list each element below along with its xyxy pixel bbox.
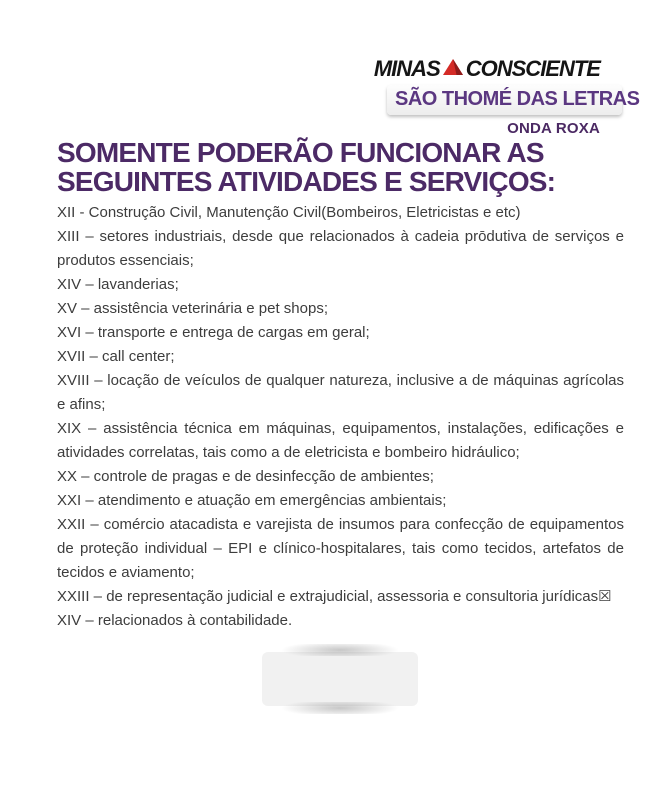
page-title-line2: SEGUINTES ATIVIDADES E SERVIÇOS:	[57, 166, 556, 197]
list-item: XXIII – de representação judicial e extrajudicial, assessoria e consultoria jurídicas☒	[57, 588, 612, 605]
list-item: XVIII – locação de veículos de qualquer natureza, inclusive a de máquinas agrícolas e afins;	[57, 372, 624, 413]
redacted-stamp-area	[262, 652, 418, 706]
list-item: XIV – lavanderias;	[57, 276, 179, 293]
list-item: XVI – transporte e entrega de cargas em geral;	[57, 324, 370, 341]
minas-consciente-logo-block	[373, 55, 640, 137]
wave-label: ONDA ROXA	[507, 120, 600, 137]
list-item: XII - Construção Civil, Manutenção Civil(Bombeiros, Eletricistas e etc)	[57, 204, 521, 221]
list-item: XXI – atendimento e atuação em emergências ambientais;	[57, 492, 447, 509]
brand-row	[373, 55, 622, 81]
list-item: XVII – call center;	[57, 348, 175, 365]
list-item: XIII – setores industriais, desde que relacionados à cadeia prōdutiva de serviços e produtos essenciais;	[57, 228, 624, 269]
page-title-line1: SOMENTE PODERÃO FUNCIONAR AS	[57, 137, 544, 168]
list-item: XXII – comércio atacadista e varejista de insumos para confecção de equipamentos de proteção individual – EPI e clínico-hospitalares, tais como tecidos, artefatos de tecidos e aviamento;	[57, 516, 624, 581]
list-item: XX – controle de pragas e de desinfecção de ambientes;	[57, 468, 434, 485]
city-banner: SÃO THOMÉ DAS LETRAS	[387, 85, 622, 115]
page-title	[57, 138, 555, 196]
list-item: XIX – assistência técnica em máquinas, equipamentos, instalações, edificações e atividades correlatas, tais como a de eletricista e bombeiro hidráulico;	[57, 420, 624, 461]
brand-consciente-label: CONSCIENTE	[465, 55, 600, 81]
activities-list	[57, 201, 624, 633]
brand-minas-label: MINAS	[373, 55, 440, 81]
list-item: XIV – relacionados à contabilidade.	[57, 612, 293, 629]
list-item: XV – assistência veterinária e pet shops;	[57, 300, 328, 317]
red-mountain-triangle-icon	[443, 57, 463, 79]
